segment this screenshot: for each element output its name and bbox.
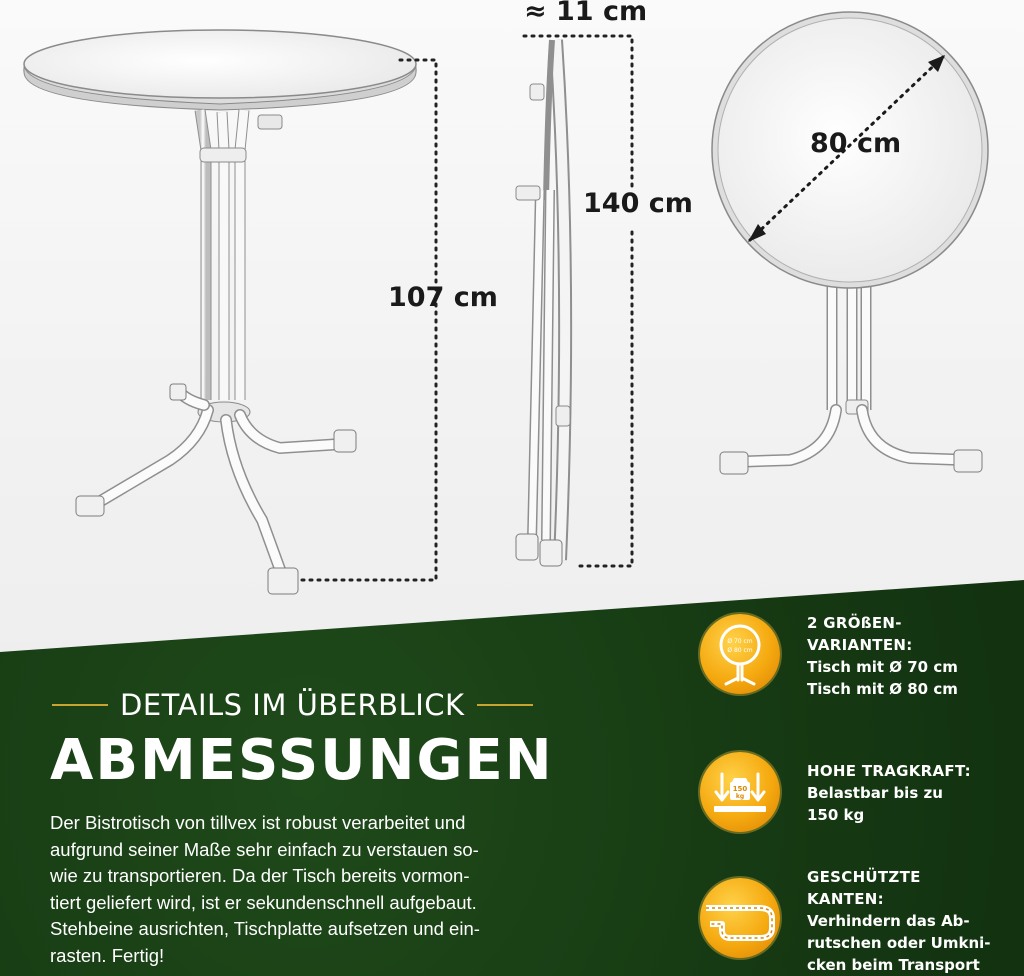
folded-height-label: 140 cm <box>583 188 693 219</box>
description-line: wie zu transportieren. Da der Tisch bereits vormon- <box>50 865 470 886</box>
feature-title: GESCHÜTZTE <box>807 868 921 886</box>
feature-line: rutschen oder Umkni- <box>807 934 991 952</box>
feature-size-variants <box>807 612 1017 700</box>
feature-line: Belastbar bis zu <box>807 784 943 802</box>
table-height-label: 107 cm <box>388 282 498 313</box>
height-dimension-line <box>302 60 436 580</box>
description-line: tiert geliefert wird, ist er sekundenschnell aufgebaut. <box>50 891 477 913</box>
kicker-line-left <box>52 704 108 706</box>
feature-title: HOHE TRAGKRAFT: <box>807 762 971 780</box>
feature-title: 2 GRÖßEN- <box>807 614 902 632</box>
description-line: Der Bistrotisch von tillvex ist robust verarbeitet und <box>50 812 466 833</box>
description-line: Stehbeine ausrichten, Tischplatte aufsetzen und ein- <box>50 918 480 939</box>
description-line: rasten. Fertig! <box>50 944 165 966</box>
front-table <box>712 12 988 474</box>
table-size-icon <box>700 614 780 694</box>
weight-load-icon <box>700 752 780 832</box>
folded-dimension-line-top <box>524 36 632 190</box>
icon-weight-unit: kg <box>735 793 745 800</box>
section-description <box>50 810 560 969</box>
feature-line: 150 kg <box>807 806 865 824</box>
description-line: aufgrund seiner Maße sehr einfach zu verstauen so- <box>50 838 479 860</box>
feature-line: cken beim Transport <box>807 956 980 974</box>
section-kicker-text: DETAILS IM ÜBERBLICK <box>120 688 465 722</box>
feature-line: Verhindern das Ab- <box>807 912 970 930</box>
icon-size-70: Ø 70 cm <box>727 638 753 645</box>
section-kicker <box>52 685 552 725</box>
feature-protected-edges <box>807 866 1017 976</box>
icon-weight-number: 150 <box>732 785 748 793</box>
feature-line: Tisch mit Ø 80 cm <box>807 680 958 698</box>
feature-line: Tisch mit Ø 70 cm <box>807 658 958 676</box>
folded-dimension-line-bottom <box>578 232 632 566</box>
kicker-line-right <box>477 704 533 706</box>
icon-size-80: Ø 80 cm <box>727 647 753 654</box>
feature-title: VARIANTEN: <box>807 636 913 654</box>
feature-title: KANTEN: <box>807 890 884 908</box>
section-headline: ABMESSUNGEN <box>50 728 554 793</box>
diameter-label: 80 cm <box>810 128 902 159</box>
protected-edges-icon <box>700 878 780 958</box>
feature-load-capacity <box>807 760 1017 826</box>
standing-table <box>24 30 416 594</box>
folded-table <box>516 40 570 566</box>
folded-depth-label: ≈ 11 cm <box>524 0 648 27</box>
